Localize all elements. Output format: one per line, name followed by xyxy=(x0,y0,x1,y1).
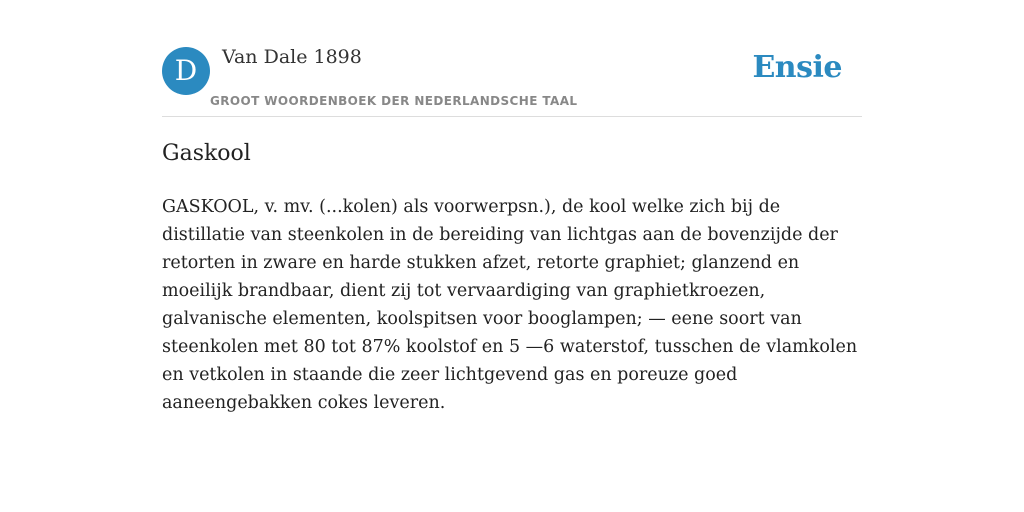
ensie-logo-link[interactable]: Ensie xyxy=(752,50,842,85)
page xyxy=(162,0,862,413)
dictionary-subtitle: GROOT WOORDENBOEK DER NEDERLANDSCHE TAAL xyxy=(210,94,578,108)
dictionary-avatar[interactable]: D xyxy=(162,47,210,95)
entry-word-title: Gaskool xyxy=(162,141,251,166)
dictionary-title[interactable]: Van Dale 1898 xyxy=(222,46,362,68)
dictionary-header xyxy=(162,0,862,117)
entry-definition: GASKOOL, v. mv. (...kolen) als voorwerpsn.), de kool welke zich bij de distillatie van steenkolen in de bereiding van lichtgas aan de bovenzijde der retorten in zware en harde stukken afzet, retorte graphiet; glanzend en moeilijk brandbaar, dient zij tot vervaardiging van graphietkroezen, galvanische elementen, koolspitsen voor booglampen; — eene soort van steenkolen met 80 tot 87% koolstof en 5 —6 waterstof, tusschen de vlamkolen en vetkolen in staande die zeer lichtgevend gas en poreuze goed aaneengebakken cokes leveren. xyxy=(162,197,858,413)
